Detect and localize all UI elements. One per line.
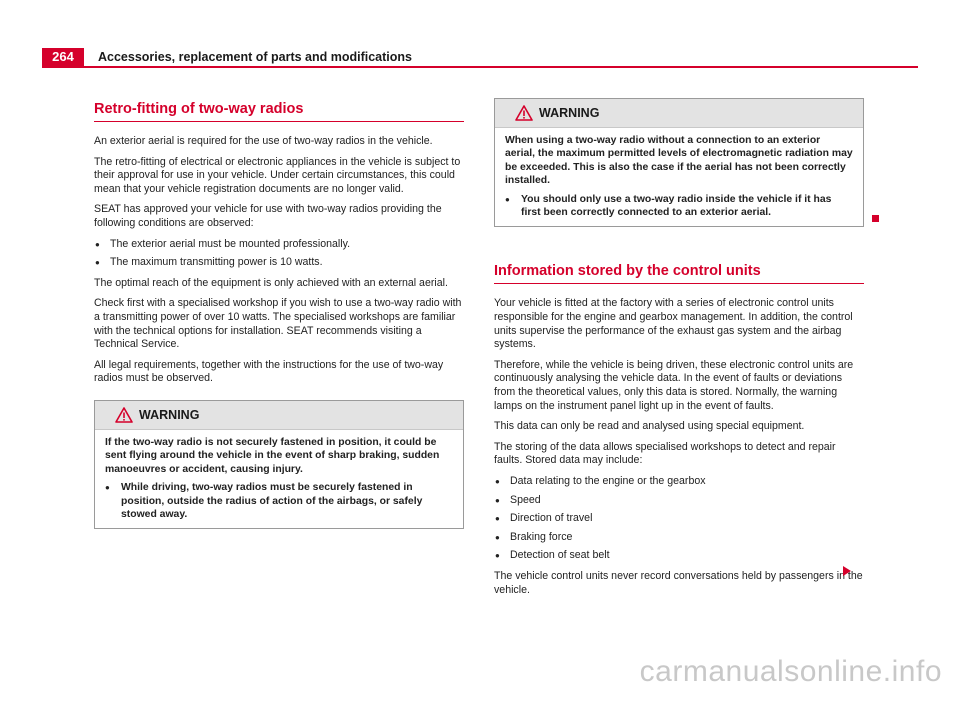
paragraph: Check first with a specialised workshop if you wish to use a two-way radio with a transmitting power of over 10 watts. The specialised workshops are familiar with the technical options for installation. SEAT recommends visiting a Technical Service. <box>94 297 462 351</box>
list-item: ● The exterior aerial must be mounted professionally. <box>94 238 464 252</box>
section-title-two-way-radios: Retro-fitting of two-way radios <box>94 100 464 122</box>
list-item: ● Direction of travel <box>494 512 864 526</box>
warning-box <box>494 98 864 227</box>
paragraph: Your vehicle is fitted at the factory with a series of electronic control units responsible for the engine and gearbox management. In addition, the control units supervise the performance of the exhaust gas system and the airbag systems. <box>494 297 853 351</box>
section-end-marker <box>872 215 879 222</box>
right-column <box>494 98 864 604</box>
warning-label: WARNING <box>539 106 600 120</box>
left-column <box>94 100 464 529</box>
warning-label: WARNING <box>139 407 200 422</box>
conditions-list <box>94 238 464 270</box>
paragraph: An exterior aerial is required for the use of two-way radios in the vehicle. <box>94 135 433 147</box>
paragraph: SEAT has approved your vehicle for use with two-way radios providing the following conditions are observed: <box>94 203 442 229</box>
paragraph: The retro-fitting of electrical or electronic appliances in the vehicle is subject to their approval for use in your vehicle. Under certain circumstances, this could mean that your vehicle registration documents are no longer valid. <box>94 155 461 195</box>
warning-bullet: ● You should only use a two-way radio inside the vehicle if it has first been correctly connected to an exterior aerial. <box>505 193 853 220</box>
warning-triangle-icon <box>515 105 533 121</box>
paragraph: This data can only be read and analysed using special equipment. <box>494 420 805 433</box>
page-number: 264 <box>42 48 84 66</box>
warning-text: When using a two-way radio without a connection to an exterior aerial, the maximum permitted levels of electromagnetic radiation may be exceeded. This is also the case if the aerial has not been correctly installed. <box>505 135 853 187</box>
list-item: ● Detection of seat belt <box>494 549 864 563</box>
paragraph: The optimal reach of the equipment is only achieved with an external aerial. <box>94 276 448 289</box>
paragraph: The vehicle control units never record conversations held by passengers in the vehicle. <box>494 569 863 596</box>
list-item: ● Braking force <box>494 531 864 545</box>
warning-header <box>495 99 863 128</box>
header-divider <box>42 66 918 68</box>
warning-header <box>95 401 463 430</box>
continue-arrow-icon <box>843 566 851 576</box>
chapter-title: Accessories, replacement of parts and modifications <box>98 50 412 64</box>
warning-triangle-icon <box>115 407 133 423</box>
paragraph: All legal requirements, together with the instructions for the use of two-way radios must be observed. <box>94 358 444 385</box>
list-item: ● Speed <box>494 494 864 508</box>
warning-bullet: ● While driving, two-way radios must be securely fastened in position, outside the radius of action of the airbags, or safely stowed away. <box>105 481 453 521</box>
stored-data-list <box>494 475 864 563</box>
paragraph: The storing of the data allows specialised workshops to detect and repair faults. Stored data may include: <box>494 440 836 467</box>
watermark: carmanualsonline.info <box>639 655 942 688</box>
paragraph: Therefore, while the vehicle is being driven, these electronic control units are continuously analysing the vehicle data. In the event of faults or deviations from the theoretical values, only this data is stored. Normally, the warning lamps on the instrument panel light up in the event of faults. <box>494 358 854 412</box>
list-item: ● Data relating to the engine or the gearbox <box>494 475 864 489</box>
list-item: ● The maximum transmitting power is 10 watts. <box>94 256 464 270</box>
section-title-control-units: Information stored by the control units <box>494 262 864 284</box>
warning-text: If the two-way radio is not securely fastened in position, it could be sent flying around the vehicle in the event of sharp braking, sudden manoeuvres or accident, causing injury. <box>105 436 440 475</box>
warning-box <box>94 400 464 529</box>
